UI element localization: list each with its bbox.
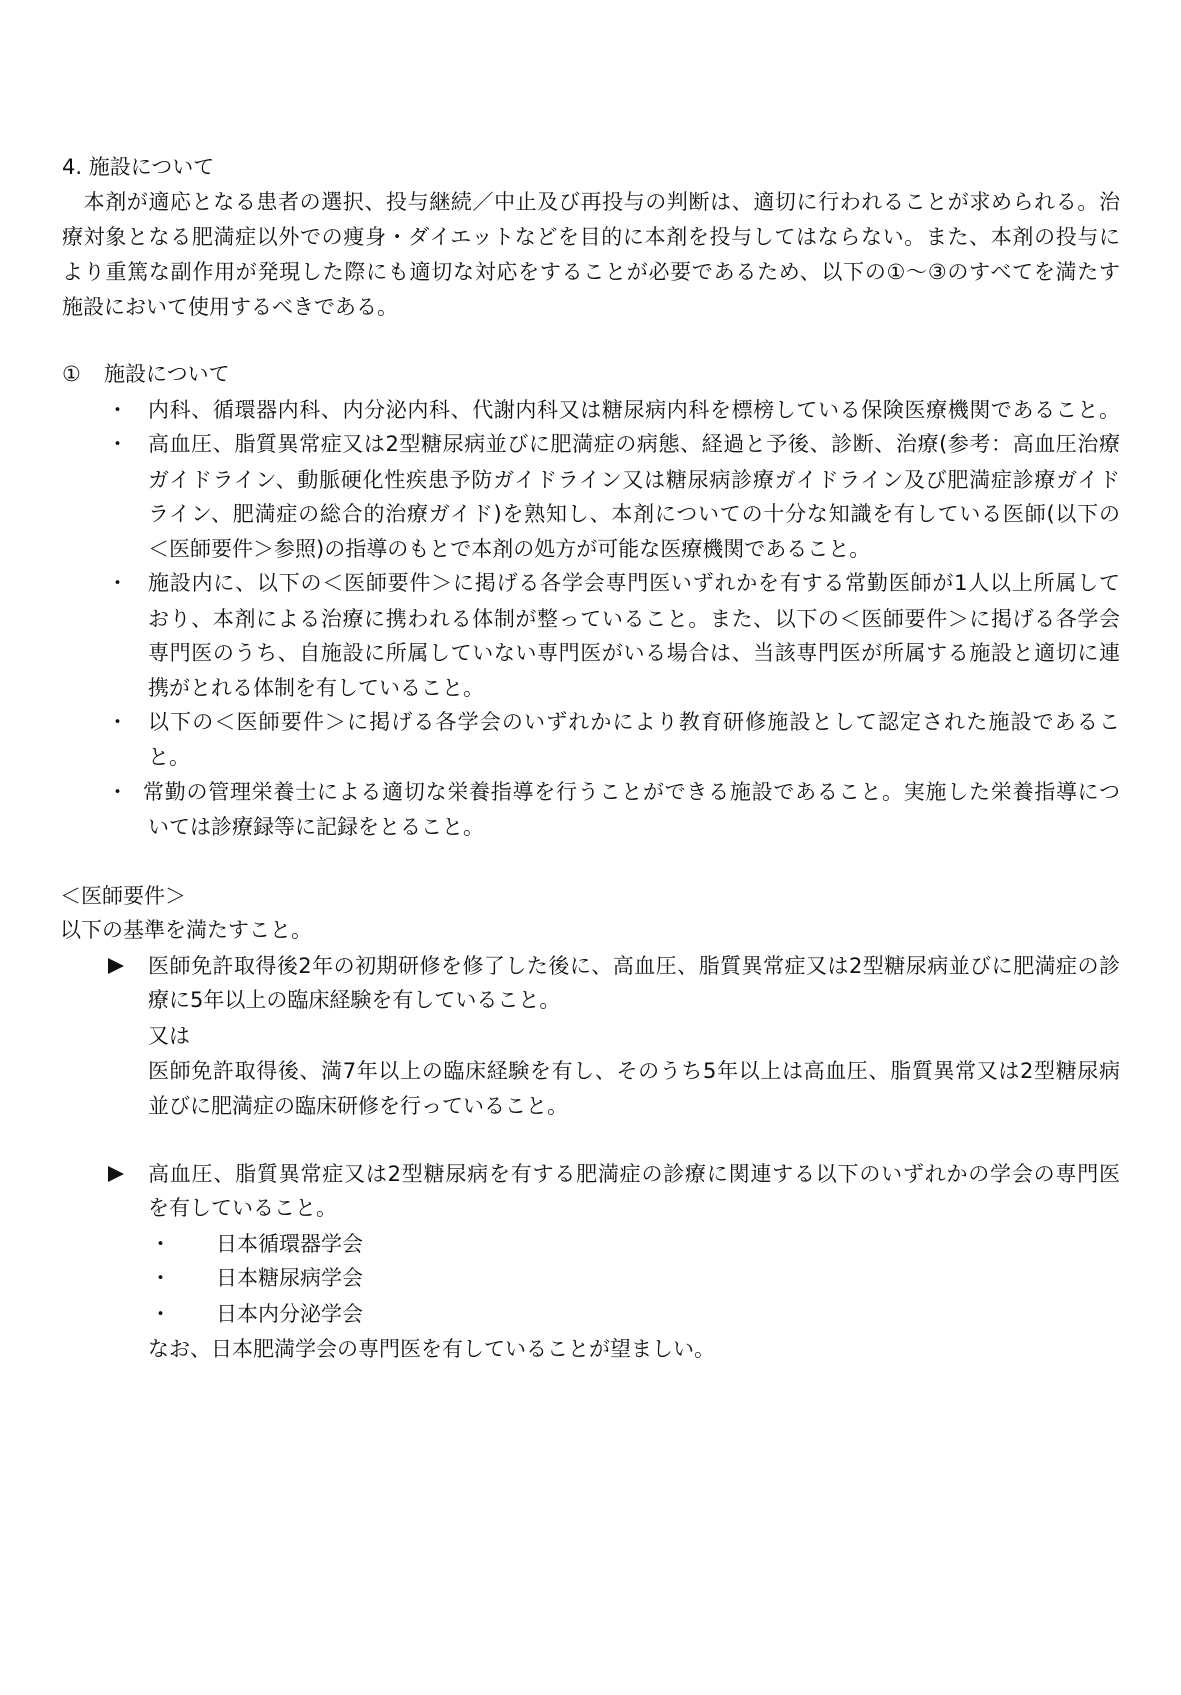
facility-number: ①	[62, 362, 81, 386]
intro-line: 施設において使用するべきである。	[62, 295, 398, 319]
facility-title: 施設について	[104, 362, 230, 386]
bullet-icon: ・	[107, 710, 128, 734]
facility-item-line: おり、本剤による治療に携われる体制が整っていること。また、以下の＜医師要件＞に掲げる各学会	[148, 607, 1120, 631]
section-heading: 4. 施設について	[62, 155, 215, 179]
facility-item-line: ＜医師要件＞参照)の指導のもとで本剤の処方が可能な医療機関であること。	[148, 537, 871, 561]
doctor-requirements-title: ＜医師要件＞	[60, 884, 186, 908]
bullet-icon: ・	[150, 1302, 171, 1326]
facility-item-line: と。	[148, 745, 190, 769]
requirement-line: 並びに肥満症の臨床研修を行っていること。	[148, 1094, 568, 1118]
bullet-icon: ・	[150, 1266, 171, 1290]
facility-item-line: ライン、肥満症の総合的治療ガイド)を熟知し、本剤についての十分な知識を有している医師(以下の	[148, 502, 1120, 526]
facility-item-line: 携がとれる体制を有していること。	[148, 676, 484, 700]
requirement-note: なお、日本肥満学会の専門医を有していることが望ましい。	[148, 1337, 715, 1361]
arrow-bullet-icon	[108, 1166, 124, 1182]
bullet-icon: ・	[107, 571, 128, 595]
requirement-line: を有していること。	[148, 1196, 337, 1220]
bullet-icon: ・	[107, 780, 128, 804]
requirement-line: 医師免許取得後、満7年以上の臨床経験を有し、そのうち5年以上は高血圧、脂質異常又は2型糖尿病	[148, 1059, 1120, 1083]
bullet-icon: ・	[107, 432, 128, 456]
facility-item-line: 内科、循環器内科、内分泌内科、代謝内科又は糖尿病内科を標榜している保険医療機関であること。	[148, 398, 1120, 422]
facility-item-line: 高血圧、脂質異常症又は2型糖尿病並びに肥満症の病態、経過と予後、診断、治療(参考：高血圧治療	[148, 432, 1120, 456]
requirement-or: 又は	[148, 1024, 190, 1048]
bullet-icon: ・	[150, 1232, 171, 1256]
society-item: 日本糖尿病学会	[216, 1266, 363, 1290]
facility-item-line: 以下の＜医師要件＞に掲げる各学会のいずれかにより教育研修施設として認定された施設であるこ	[148, 710, 1120, 734]
society-item: 日本内分泌学会	[216, 1302, 363, 1326]
society-item: 日本循環器学会	[216, 1232, 363, 1256]
facility-item-line: 施設内に、以下の＜医師要件＞に掲げる各学会専門医いずれかを有する常勤医師が1人以上所属して	[148, 571, 1120, 595]
bullet-icon: ・	[107, 398, 128, 422]
intro-line: より重篤な副作用が発現した際にも適切な対応をすることが必要であるため、以下の①～③のすべてを満たす	[62, 260, 1120, 284]
intro-line: 本剤が適応となる患者の選択、投与継続／中止及び再投与の判断は、適切に行われることが求められる。治	[62, 190, 1120, 214]
facility-item-line: ガイドライン、動脈硬化性疾患予防ガイドライン又は糖尿病診療ガイドライン及び肥満症診療ガイド	[148, 468, 1120, 492]
doctor-requirements-intro: 以下の基準を満たすこと。	[60, 918, 312, 942]
requirement-line: 高血圧、脂質異常症又は2型糖尿病を有する肥満症の診療に関連する以下のいずれかの学会の専門医	[148, 1162, 1120, 1186]
requirement-line: 療に5年以上の臨床経験を有していること。	[148, 988, 561, 1012]
facility-item-line: 専門医のうち、自施設に所属していない専門医がいる場合は、当該専門医が所属する施設と適切に連	[148, 641, 1120, 665]
intro-line: 療対象となる肥満症以外での痩身・ダイエットなどを目的に本剤を投与してはならない。また、本剤の投与に	[62, 225, 1120, 249]
facility-item-line: 常勤の管理栄養士による適切な栄養指導を行うことができる施設であること。実施した栄養指導につ	[143, 780, 1120, 804]
facility-item-line: いては診療録等に記録をとること。	[148, 815, 484, 839]
requirement-line: 医師免許取得後2年の初期研修を修了した後に、高血圧、脂質異常症又は2型糖尿病並びに肥満症の診	[148, 954, 1120, 978]
arrow-bullet-icon	[108, 958, 124, 974]
